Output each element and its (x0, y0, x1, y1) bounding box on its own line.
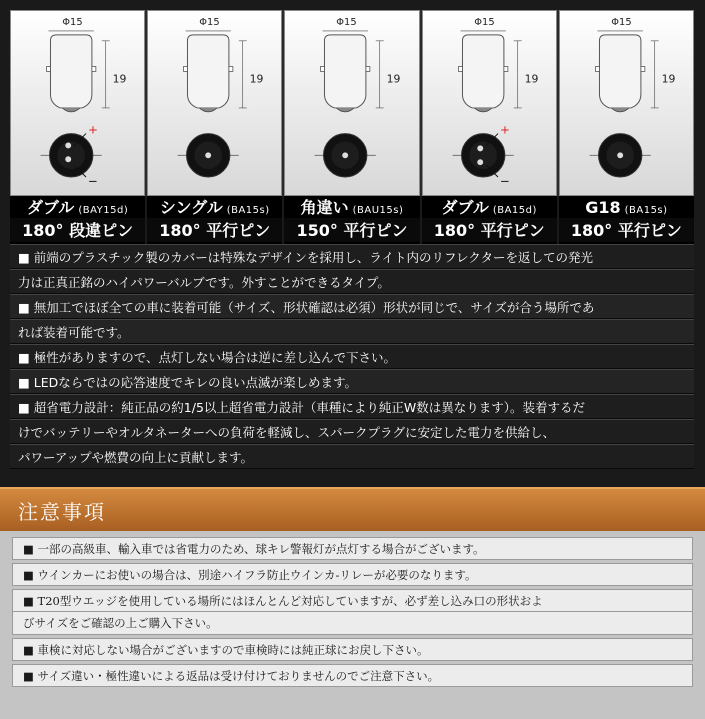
bulb-label (10, 196, 145, 244)
feature-line: ■ 無加工でほぼ全ての車に装着可能（サイズ、形状確認は必須）形状が同じで、サイズが合う場所であ (10, 294, 694, 319)
plus-label: + (87, 122, 98, 137)
feature-line: 力は正真正銘のハイパワーバルブです。外すことができるタイプ。 (10, 269, 694, 294)
feature-line: ■ LEDならではの応答速度でキレの良い点滅が楽しめます。 (10, 369, 694, 394)
feature-line: ■ 超省電力設計：純正品の約1/5以上超省電力設計（車種により純正W数は異なります）。装着するだ (10, 394, 694, 419)
diameter-label: Φ15 (62, 17, 83, 29)
bulb-diagram (10, 10, 145, 196)
notice-item: ■ ウインカーにお使いの場合は、別途ハイフラ防止ウインカ-リレーが必要のなります。 (12, 563, 693, 586)
feature-list (10, 244, 694, 469)
bulb-label (559, 196, 694, 244)
feature-line: パワーアップや燃費の向上に貢献します。 (10, 444, 694, 469)
bulb-code: (BAU15s) (352, 205, 404, 216)
feature-line: ■ 極性がありますので、点灯しない場合は逆に差し込んで下さい。 (10, 344, 694, 369)
bulb-pin-spec: 180° 平行ピン (422, 218, 557, 242)
bulb-diagram (422, 10, 557, 196)
bulb-code: (BAY15d) (78, 205, 129, 216)
bulb-code: (BA15s) (624, 205, 668, 216)
bulb-code: (BA15d) (492, 205, 537, 216)
bulb-pin-spec: 180° 平行ピン (559, 218, 694, 242)
diameter-label: Φ15 (611, 17, 632, 29)
bulb-diagram (284, 10, 419, 196)
bulb-type-label (10, 196, 145, 218)
feature-line: れば装着可能です。 (10, 319, 694, 344)
bulb-label (422, 196, 557, 244)
feature-line: けでバッテリーやオルタネーターへの負荷を軽減し、スパークプラグに安定した電力を供給し、 (10, 419, 694, 444)
notice-list (0, 531, 705, 719)
bulb-type-label (559, 196, 694, 218)
bulb-label (284, 196, 419, 244)
notice-item: ■ 車検に対応しない場合がございますので車検時には純正球にお戻し下さい。 (12, 638, 693, 661)
bulb-diagram-row (10, 10, 694, 196)
bulb-label (147, 196, 282, 244)
bulb-pin-spec: 150° 平行ピン (284, 218, 419, 242)
bulb-name: 角違い (300, 198, 349, 217)
bulb-code: (BA15s) (226, 205, 270, 216)
bulb-name: ダブル (26, 198, 75, 217)
bulb-name: シングル (159, 198, 223, 217)
bulb-type-label (422, 196, 557, 218)
notice-header (0, 487, 705, 531)
bulb-type-label (284, 196, 419, 218)
bulb-pin-spec: 180° 平行ピン (147, 218, 282, 242)
height-label: 19 (387, 72, 401, 86)
height-label: 19 (249, 72, 264, 86)
diameter-label: Φ15 (336, 17, 358, 29)
notice-item: ■ T20型ウエッジを使用している場所にはほんとんど対応していますが、必ず差し込み口の形状およ (12, 589, 693, 612)
plus-label: + (499, 122, 510, 137)
feature-line: ■ 前端のプラスチック製のカバーは特殊なデザインを採用し、ライト内のリフレクターを返しての発光 (10, 244, 694, 269)
height-label: 19 (524, 72, 539, 86)
notice-item: ■ 一部の高級車、輸入車では省電力のため、球キレ警報灯が点灯する場合がございます。 (12, 537, 693, 560)
bulb-diagram (147, 10, 282, 196)
height-label: 19 (112, 72, 127, 86)
minus-label: − (87, 173, 98, 188)
bulb-diagram (559, 10, 694, 196)
notice-item: ■ サイズ違い・極性違いによる返品は受け付けておりませんのでご注意下さい。 (12, 664, 693, 687)
diameter-label: Φ15 (199, 17, 220, 29)
notice-title: 注意事項 (18, 500, 106, 524)
diameter-label: Φ15 (473, 17, 495, 29)
bulb-type-label (147, 196, 282, 218)
height-label: 19 (661, 72, 676, 86)
bulb-name: ダブル (441, 198, 489, 217)
minus-label: − (499, 173, 510, 188)
notice-item: びサイズをご確認の上ご購入下さい。 (12, 612, 693, 635)
bulb-pin-spec: 180° 段違ピン (10, 218, 145, 242)
bulb-name: G18 (585, 198, 621, 217)
